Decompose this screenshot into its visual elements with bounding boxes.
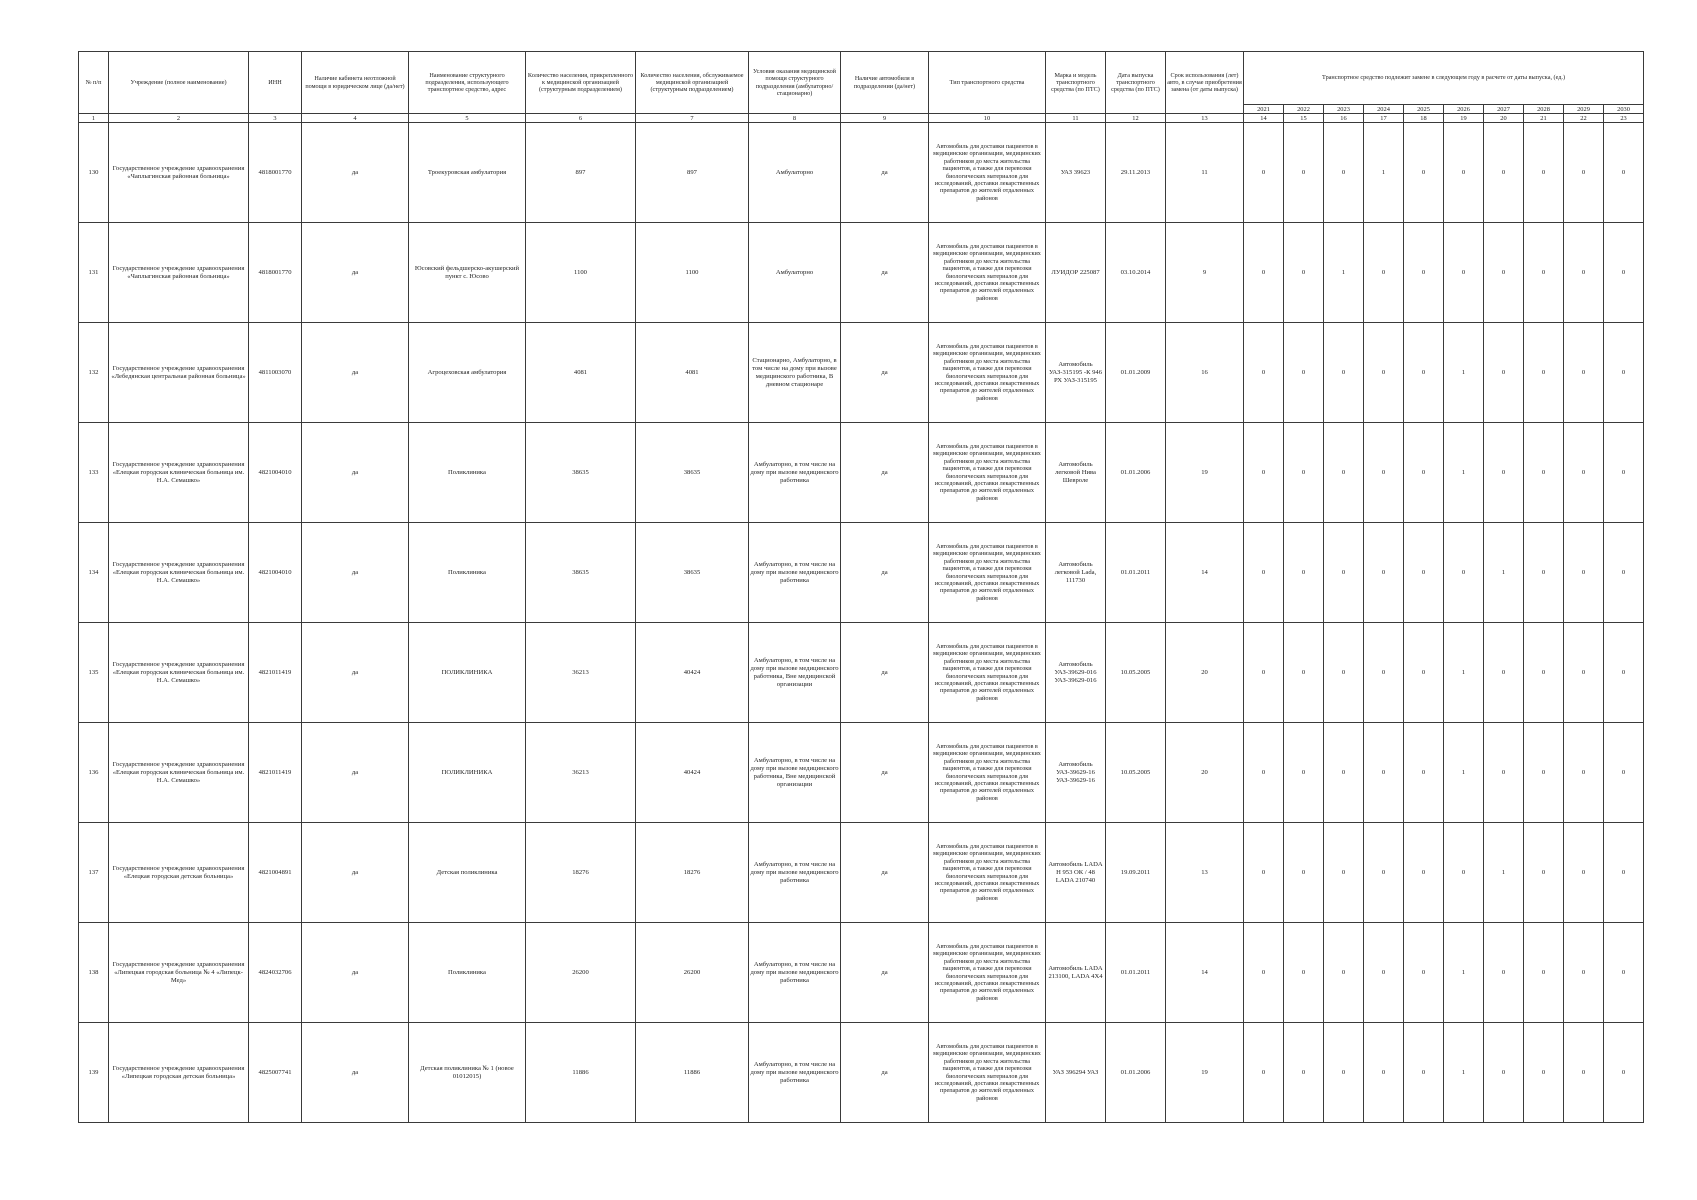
transport-type-cell: Автомобиль для доставки пациентов в медицинские организации, медицинских работников до места жительства пациентов, а также для перевозки биологических материалов для исследований, доставки лекарственных препаратов до жителей отдаленных районов xyxy=(929,923,1046,1023)
inn-cell: 4821004010 xyxy=(249,423,302,523)
replacement-year-cell: 0 xyxy=(1604,923,1644,1023)
release-date-cell: 01.01.2006 xyxy=(1106,423,1166,523)
cabinet-cell: да xyxy=(302,1023,409,1123)
replacement-year-cell: 0 xyxy=(1524,923,1564,1023)
release-date-cell: 19.09.2011 xyxy=(1106,823,1166,923)
replacement-year-cell: 0 xyxy=(1284,223,1324,323)
replacement-year-cell: 0 xyxy=(1364,823,1404,923)
replacement-year-cell: 0 xyxy=(1324,823,1364,923)
replacement-year-cell: 0 xyxy=(1244,923,1284,1023)
replacement-year-cell: 0 xyxy=(1244,623,1284,723)
vehicle-model-cell: УАЗ 396294 УАЗ xyxy=(1046,1023,1106,1123)
replacement-year-cell: 0 xyxy=(1604,523,1644,623)
subdivision-cell: Поликлиника xyxy=(409,923,526,1023)
table-body xyxy=(79,123,1644,1123)
replacement-year-cell: 0 xyxy=(1564,223,1604,323)
replacement-year-cell: 0 xyxy=(1404,223,1444,323)
replacement-year-cell: 0 xyxy=(1404,923,1444,1023)
conditions-cell: Амбулаторно, в том числе на дому при вызове медицинского работника xyxy=(749,1023,841,1123)
institution-cell: Государственное учреждение здравоохранения «Липецкая городская больница № 4 «Липецк-Мед» xyxy=(109,923,249,1023)
header-cabinet: Наличие кабинета неотложной помощи в юридическом лице (да/нет) xyxy=(302,52,409,114)
table-row xyxy=(79,923,1644,1023)
header-conditions: Условия оказания медицинской помощи структурного подразделения (амбулаторно/стационарно) xyxy=(749,52,841,114)
row-number: 130 xyxy=(79,123,109,223)
attached-population-cell: 1100 xyxy=(526,223,636,323)
subdivision-cell: Юсовский фельдшерско-акушерский пункт с. Юсово xyxy=(409,223,526,323)
served-population-cell: 40424 xyxy=(636,623,749,723)
replacement-year-cell: 0 xyxy=(1404,723,1444,823)
replacement-year-cell: 1 xyxy=(1444,323,1484,423)
institution-cell: Государственное учреждение здравоохранения «Чаплыгинская районная больница» xyxy=(109,223,249,323)
institution-cell: Государственное учреждение здравоохранения «Елецкая городская клиническая больница им. Н.А. Семашко» xyxy=(109,623,249,723)
header-year: 2029 xyxy=(1564,105,1604,114)
release-date-cell: 01.01.2006 xyxy=(1106,1023,1166,1123)
institution-cell: Государственное учреждение здравоохранения «Чаплыгинская районная больница» xyxy=(109,123,249,223)
column-number: 22 xyxy=(1564,114,1604,123)
replacement-year-cell: 0 xyxy=(1604,723,1644,823)
row-number: 136 xyxy=(79,723,109,823)
attached-population-cell: 26200 xyxy=(526,923,636,1023)
replacement-year-cell: 0 xyxy=(1564,523,1604,623)
header-institution: Учреждение (полное наименование) xyxy=(109,52,249,114)
institution-cell: Государственное учреждение здравоохранения «Елецкая городская клиническая больница им. Н.А. Семашко» xyxy=(109,723,249,823)
conditions-cell: Амбулаторно, в том числе на дому при вызове медицинского работника xyxy=(749,523,841,623)
cabinet-cell: да xyxy=(302,723,409,823)
release-date-cell: 01.01.2011 xyxy=(1106,923,1166,1023)
has-car-cell: да xyxy=(841,323,929,423)
replacement-year-cell: 0 xyxy=(1284,123,1324,223)
release-date-cell: 10.05.2005 xyxy=(1106,723,1166,823)
attached-population-cell: 38635 xyxy=(526,423,636,523)
column-number: 6 xyxy=(526,114,636,123)
has-car-cell: да xyxy=(841,823,929,923)
inn-cell: 4818001770 xyxy=(249,123,302,223)
transport-type-cell: Автомобиль для доставки пациентов в медицинские организации, медицинских работников до места жительства пациентов, а также для перевозки биологических материалов для исследований, доставки лекарственных препаратов до жителей отдаленных районов xyxy=(929,123,1046,223)
replacement-year-cell: 1 xyxy=(1364,123,1404,223)
served-population-cell: 1100 xyxy=(636,223,749,323)
header-year: 2024 xyxy=(1364,105,1404,114)
usage-years-cell: 16 xyxy=(1166,323,1244,423)
replacement-year-cell: 0 xyxy=(1484,623,1524,723)
conditions-cell: Амбулаторно, в том числе на дому при вызове медицинского работника xyxy=(749,423,841,523)
header-usage-years: Срок использования (лет) авто, в случае приобретения замена (от даты выпуска) xyxy=(1166,52,1244,114)
transport-type-cell: Автомобиль для доставки пациентов в медицинские организации, медицинских работников до места жительства пациентов, а также для перевозки биологических материалов для исследований, доставки лекарственных препаратов до жителей отдаленных районов xyxy=(929,723,1046,823)
replacement-year-cell: 0 xyxy=(1324,1023,1364,1123)
replacement-year-cell: 0 xyxy=(1604,1023,1644,1123)
release-date-cell: 10.05.2005 xyxy=(1106,623,1166,723)
header-has-car: Наличие автомобиля в подразделении (да/нет) xyxy=(841,52,929,114)
replacement-year-cell: 0 xyxy=(1244,223,1284,323)
replacement-year-cell: 0 xyxy=(1244,823,1284,923)
replacement-year-cell: 0 xyxy=(1364,423,1404,523)
vehicle-model-cell: Автомобиль УАЗ-315195 -К 946 РХ УАЗ-315195 xyxy=(1046,323,1106,423)
header-year: 2023 xyxy=(1324,105,1364,114)
replacement-year-cell: 1 xyxy=(1444,623,1484,723)
header-year: 2021 xyxy=(1244,105,1284,114)
replacement-year-cell: 0 xyxy=(1324,323,1364,423)
header-year: 2025 xyxy=(1404,105,1444,114)
replacement-year-cell: 0 xyxy=(1324,923,1364,1023)
release-date-cell: 29.11.2013 xyxy=(1106,123,1166,223)
column-number: 20 xyxy=(1484,114,1524,123)
has-car-cell: да xyxy=(841,523,929,623)
table-row xyxy=(79,323,1644,423)
replacement-year-cell: 0 xyxy=(1604,223,1644,323)
replacement-year-cell: 0 xyxy=(1364,223,1404,323)
header-year: 2026 xyxy=(1444,105,1484,114)
conditions-cell: Амбулаторно xyxy=(749,123,841,223)
row-number: 139 xyxy=(79,1023,109,1123)
replacement-year-cell: 0 xyxy=(1524,623,1564,723)
replacement-year-cell: 0 xyxy=(1564,1023,1604,1123)
header-row xyxy=(79,52,1644,105)
replacement-year-cell: 0 xyxy=(1324,423,1364,523)
usage-years-cell: 14 xyxy=(1166,923,1244,1023)
vehicle-model-cell: Автомобиль УАЗ-39629-016 УАЗ-39629-016 xyxy=(1046,623,1106,723)
institution-cell: Государственное учреждение здравоохранения «Елецкая городская клиническая больница им. Н.А. Семашко» xyxy=(109,523,249,623)
replacement-year-cell: 0 xyxy=(1524,223,1564,323)
replacement-year-cell: 0 xyxy=(1284,823,1324,923)
vehicle-model-cell: Автомобиль легковой Lada, 111730 xyxy=(1046,523,1106,623)
subdivision-cell: Троекуровская амбулатория xyxy=(409,123,526,223)
served-population-cell: 18276 xyxy=(636,823,749,923)
served-population-cell: 38635 xyxy=(636,523,749,623)
row-number: 135 xyxy=(79,623,109,723)
replacement-year-cell: 0 xyxy=(1444,523,1484,623)
replacement-year-cell: 0 xyxy=(1284,923,1324,1023)
column-number: 8 xyxy=(749,114,841,123)
replacement-year-cell: 0 xyxy=(1564,823,1604,923)
column-number-row xyxy=(79,114,1644,123)
cabinet-cell: да xyxy=(302,823,409,923)
replacement-year-cell: 0 xyxy=(1284,323,1324,423)
attached-population-cell: 18276 xyxy=(526,823,636,923)
has-car-cell: да xyxy=(841,123,929,223)
has-car-cell: да xyxy=(841,223,929,323)
replacement-year-cell: 0 xyxy=(1244,123,1284,223)
transport-type-cell: Автомобиль для доставки пациентов в медицинские организации, медицинских работников до места жительства пациентов, а также для перевозки биологических материалов для исследований, доставки лекарственных препаратов до жителей отдаленных районов xyxy=(929,823,1046,923)
replacement-year-cell: 0 xyxy=(1564,123,1604,223)
served-population-cell: 11886 xyxy=(636,1023,749,1123)
subdivision-cell: Агроцеховская амбулатория xyxy=(409,323,526,423)
usage-years-cell: 20 xyxy=(1166,623,1244,723)
attached-population-cell: 4081 xyxy=(526,323,636,423)
attached-population-cell: 38635 xyxy=(526,523,636,623)
header-subdivision: Наименование структурного подразделения, использующего транспортное средство, адрес xyxy=(409,52,526,114)
table-row xyxy=(79,523,1644,623)
inn-cell: 4811003070 xyxy=(249,323,302,423)
subdivision-cell: Поликлиника xyxy=(409,523,526,623)
has-car-cell: да xyxy=(841,923,929,1023)
replacement-year-cell: 1 xyxy=(1484,523,1524,623)
vehicle-replacement-table xyxy=(78,51,1644,1123)
replacement-year-cell: 0 xyxy=(1404,423,1444,523)
replacement-year-cell: 0 xyxy=(1324,123,1364,223)
table-row xyxy=(79,223,1644,323)
replacement-year-cell: 0 xyxy=(1284,523,1324,623)
header-replacement-group: Транспортное средство подлежит замене в следующем году в расчете от даты выпуска, (ед.) xyxy=(1244,52,1644,105)
subdivision-cell: Детская поликлиника № 1 (новое 01012015) xyxy=(409,1023,526,1123)
column-number: 19 xyxy=(1444,114,1484,123)
column-number: 4 xyxy=(302,114,409,123)
subdivision-cell: ПОЛИКЛИНИКА xyxy=(409,723,526,823)
replacement-year-cell: 0 xyxy=(1564,623,1604,723)
has-car-cell: да xyxy=(841,1023,929,1123)
inn-cell: 4818001770 xyxy=(249,223,302,323)
replacement-year-cell: 0 xyxy=(1364,1023,1404,1123)
table-row xyxy=(79,123,1644,223)
replacement-year-cell: 0 xyxy=(1524,823,1564,923)
transport-type-cell: Автомобиль для доставки пациентов в медицинские организации, медицинских работников до места жительства пациентов, а также для перевозки биологических материалов для исследований, доставки лекарственных препаратов до жителей отдаленных районов xyxy=(929,1023,1046,1123)
replacement-year-cell: 1 xyxy=(1324,223,1364,323)
vehicle-model-cell: Автомобиль легковой Нива Шевроле xyxy=(1046,423,1106,523)
served-population-cell: 40424 xyxy=(636,723,749,823)
conditions-cell: Амбулаторно xyxy=(749,223,841,323)
row-number: 133 xyxy=(79,423,109,523)
replacement-year-cell: 0 xyxy=(1404,1023,1444,1123)
column-number: 23 xyxy=(1604,114,1644,123)
replacement-year-cell: 0 xyxy=(1484,223,1524,323)
column-number: 14 xyxy=(1244,114,1284,123)
replacement-year-cell: 0 xyxy=(1324,623,1364,723)
header-inn: ИНН xyxy=(249,52,302,114)
release-date-cell: 01.01.2011 xyxy=(1106,523,1166,623)
usage-years-cell: 9 xyxy=(1166,223,1244,323)
inn-cell: 4824032706 xyxy=(249,923,302,1023)
replacement-year-cell: 0 xyxy=(1524,1023,1564,1123)
header-year: 2022 xyxy=(1284,105,1324,114)
cabinet-cell: да xyxy=(302,423,409,523)
column-number: 21 xyxy=(1524,114,1564,123)
replacement-year-cell: 1 xyxy=(1484,823,1524,923)
conditions-cell: Амбулаторно, в том числе на дому при вызове медицинского работника xyxy=(749,923,841,1023)
column-number: 1 xyxy=(79,114,109,123)
replacement-year-cell: 0 xyxy=(1484,123,1524,223)
replacement-year-cell: 0 xyxy=(1244,423,1284,523)
institution-cell: Государственное учреждение здравоохранения «Елецкая городская клиническая больница им. Н.А. Семашко» xyxy=(109,423,249,523)
header-num: № п/п xyxy=(79,52,109,114)
column-number: 9 xyxy=(841,114,929,123)
header-year: 2027 xyxy=(1484,105,1524,114)
attached-population-cell: 36213 xyxy=(526,623,636,723)
institution-cell: Государственное учреждение здравоохранения «Лебедянская центральная районная больница» xyxy=(109,323,249,423)
replacement-year-cell: 0 xyxy=(1484,423,1524,523)
header-transport-type: Тип транспортного средства xyxy=(929,52,1046,114)
replacement-year-cell: 0 xyxy=(1404,823,1444,923)
column-number: 2 xyxy=(109,114,249,123)
header-served: Количество населения, обслуживаемое медицинской организацией (структурным подразделением) xyxy=(636,52,749,114)
replacement-year-cell: 0 xyxy=(1444,223,1484,323)
replacement-year-cell: 0 xyxy=(1244,723,1284,823)
inn-cell: 4821011419 xyxy=(249,623,302,723)
cabinet-cell: да xyxy=(302,323,409,423)
replacement-year-cell: 0 xyxy=(1604,123,1644,223)
replacement-year-cell: 0 xyxy=(1604,423,1644,523)
replacement-year-cell: 1 xyxy=(1444,923,1484,1023)
usage-years-cell: 13 xyxy=(1166,823,1244,923)
replacement-year-cell: 0 xyxy=(1564,923,1604,1023)
subdivision-cell: ПОЛИКЛИНИКА xyxy=(409,623,526,723)
row-number: 132 xyxy=(79,323,109,423)
replacement-year-cell: 0 xyxy=(1524,723,1564,823)
replacement-year-cell: 0 xyxy=(1404,623,1444,723)
row-number: 134 xyxy=(79,523,109,623)
conditions-cell: Стационарно, Амбулаторно, в том числе на дому при вызове медицинского работника, В дневном стационаре xyxy=(749,323,841,423)
inn-cell: 4821004891 xyxy=(249,823,302,923)
conditions-cell: Амбулаторно, в том числе на дому при вызове медицинского работника, Вне медицинской организации xyxy=(749,723,841,823)
served-population-cell: 26200 xyxy=(636,923,749,1023)
cabinet-cell: да xyxy=(302,923,409,1023)
institution-cell: Государственное учреждение здравоохранения «Елецкая городская детская больница» xyxy=(109,823,249,923)
usage-years-cell: 11 xyxy=(1166,123,1244,223)
attached-population-cell: 897 xyxy=(526,123,636,223)
release-date-cell: 03.10.2014 xyxy=(1106,223,1166,323)
transport-type-cell: Автомобиль для доставки пациентов в медицинские организации, медицинских работников до места жительства пациентов, а также для перевозки биологических материалов для исследований, доставки лекарственных препаратов до жителей отдаленных районов xyxy=(929,323,1046,423)
replacement-year-cell: 0 xyxy=(1284,623,1324,723)
replacement-year-cell: 0 xyxy=(1524,323,1564,423)
replacement-year-cell: 0 xyxy=(1244,1023,1284,1123)
header-year: 2028 xyxy=(1524,105,1564,114)
institution-cell: Государственное учреждение здравоохранения «Липецкая городская детская больница» xyxy=(109,1023,249,1123)
replacement-year-cell: 1 xyxy=(1444,423,1484,523)
vehicle-model-cell: Автомобиль LADA 213100, LADA 4X4 xyxy=(1046,923,1106,1023)
replacement-year-cell: 0 xyxy=(1604,623,1644,723)
replacement-year-cell: 0 xyxy=(1564,423,1604,523)
replacement-year-cell: 0 xyxy=(1284,423,1324,523)
replacement-year-cell: 0 xyxy=(1524,123,1564,223)
replacement-year-cell: 0 xyxy=(1484,323,1524,423)
inn-cell: 4825007741 xyxy=(249,1023,302,1123)
replacement-year-cell: 0 xyxy=(1364,723,1404,823)
attached-population-cell: 11886 xyxy=(526,1023,636,1123)
column-number: 10 xyxy=(929,114,1046,123)
header-year: 2030 xyxy=(1604,105,1644,114)
column-number: 11 xyxy=(1046,114,1106,123)
replacement-year-cell: 0 xyxy=(1404,523,1444,623)
replacement-year-cell: 0 xyxy=(1564,323,1604,423)
usage-years-cell: 19 xyxy=(1166,1023,1244,1123)
column-number: 3 xyxy=(249,114,302,123)
header-model: Марка и модель транспортного средства (по ПТС) xyxy=(1046,52,1106,114)
table-row xyxy=(79,1023,1644,1123)
table-row xyxy=(79,723,1644,823)
header-attached: Количество населения, прикрепленного к медицинской организацией (структурным подразделением) xyxy=(526,52,636,114)
replacement-year-cell: 0 xyxy=(1364,523,1404,623)
column-number: 16 xyxy=(1324,114,1364,123)
replacement-year-cell: 0 xyxy=(1524,523,1564,623)
inn-cell: 4821004010 xyxy=(249,523,302,623)
vehicle-model-cell: ЛУИДОР 225087 xyxy=(1046,223,1106,323)
cabinet-cell: да xyxy=(302,223,409,323)
replacement-year-cell: 0 xyxy=(1524,423,1564,523)
replacement-year-cell: 0 xyxy=(1284,723,1324,823)
replacement-year-cell: 0 xyxy=(1364,923,1404,1023)
conditions-cell: Амбулаторно, в том числе на дому при вызове медицинского работника xyxy=(749,823,841,923)
inn-cell: 4821011419 xyxy=(249,723,302,823)
served-population-cell: 38635 xyxy=(636,423,749,523)
attached-population-cell: 36213 xyxy=(526,723,636,823)
replacement-year-cell: 0 xyxy=(1484,1023,1524,1123)
vehicle-model-cell: Автомобиль УАЗ-39629-16 УАЗ-39629-16 xyxy=(1046,723,1106,823)
transport-type-cell: Автомобиль для доставки пациентов в медицинские организации, медицинских работников до места жительства пациентов, а также для перевозки биологических материалов для исследований, доставки лекарственных препаратов до жителей отдаленных районов xyxy=(929,623,1046,723)
replacement-year-cell: 0 xyxy=(1444,123,1484,223)
row-number: 138 xyxy=(79,923,109,1023)
table-row xyxy=(79,823,1644,923)
replacement-year-cell: 0 xyxy=(1444,823,1484,923)
header-release-date: Дата выпуска транспортного средства (по ПТС) xyxy=(1106,52,1166,114)
usage-years-cell: 20 xyxy=(1166,723,1244,823)
replacement-year-cell: 0 xyxy=(1244,323,1284,423)
cabinet-cell: да xyxy=(302,523,409,623)
column-number: 15 xyxy=(1284,114,1324,123)
vehicle-model-cell: УАЗ 39623 xyxy=(1046,123,1106,223)
column-number: 17 xyxy=(1364,114,1404,123)
row-number: 137 xyxy=(79,823,109,923)
column-number: 13 xyxy=(1166,114,1244,123)
usage-years-cell: 14 xyxy=(1166,523,1244,623)
row-number: 131 xyxy=(79,223,109,323)
replacement-year-cell: 0 xyxy=(1324,523,1364,623)
column-number: 18 xyxy=(1404,114,1444,123)
replacement-year-cell: 0 xyxy=(1484,923,1524,1023)
replacement-year-cell: 0 xyxy=(1404,323,1444,423)
replacement-year-cell: 0 xyxy=(1364,623,1404,723)
cabinet-cell: да xyxy=(302,623,409,723)
transport-type-cell: Автомобиль для доставки пациентов в медицинские организации, медицинских работников до места жительства пациентов, а также для перевозки биологических материалов для исследований, доставки лекарственных препаратов до жителей отдаленных районов xyxy=(929,523,1046,623)
column-number: 7 xyxy=(636,114,749,123)
replacement-year-cell: 0 xyxy=(1484,723,1524,823)
replacement-year-cell: 0 xyxy=(1324,723,1364,823)
usage-years-cell: 19 xyxy=(1166,423,1244,523)
has-car-cell: да xyxy=(841,423,929,523)
replacement-year-cell: 0 xyxy=(1404,123,1444,223)
served-population-cell: 897 xyxy=(636,123,749,223)
column-number: 5 xyxy=(409,114,526,123)
subdivision-cell: Детская поликлиника xyxy=(409,823,526,923)
table-row xyxy=(79,623,1644,723)
replacement-year-cell: 1 xyxy=(1444,723,1484,823)
cabinet-cell: да xyxy=(302,123,409,223)
column-number: 12 xyxy=(1106,114,1166,123)
replacement-year-cell: 0 xyxy=(1564,723,1604,823)
release-date-cell: 01.01.2009 xyxy=(1106,323,1166,423)
conditions-cell: Амбулаторно, в том числе на дому при вызове медицинского работника, Вне медицинской организации xyxy=(749,623,841,723)
replacement-year-cell: 0 xyxy=(1284,1023,1324,1123)
replacement-year-cell: 1 xyxy=(1444,1023,1484,1123)
subdivision-cell: Поликлиника xyxy=(409,423,526,523)
replacement-year-cell: 0 xyxy=(1364,323,1404,423)
replacement-year-cell: 0 xyxy=(1604,323,1644,423)
replacement-year-cell: 0 xyxy=(1244,523,1284,623)
transport-type-cell: Автомобиль для доставки пациентов в медицинские организации, медицинских работников до места жительства пациентов, а также для перевозки биологических материалов для исследований, доставки лекарственных препаратов до жителей отдаленных районов xyxy=(929,223,1046,323)
transport-type-cell: Автомобиль для доставки пациентов в медицинские организации, медицинских работников до места жительства пациентов, а также для перевозки биологических материалов для исследований, доставки лекарственных препаратов до жителей отдаленных районов xyxy=(929,423,1046,523)
table-row xyxy=(79,423,1644,523)
vehicle-model-cell: Автомобиль LADA Н 953 ОК / 48 LADA 210740 xyxy=(1046,823,1106,923)
has-car-cell: да xyxy=(841,723,929,823)
has-car-cell: да xyxy=(841,623,929,723)
replacement-year-cell: 0 xyxy=(1604,823,1644,923)
served-population-cell: 4081 xyxy=(636,323,749,423)
